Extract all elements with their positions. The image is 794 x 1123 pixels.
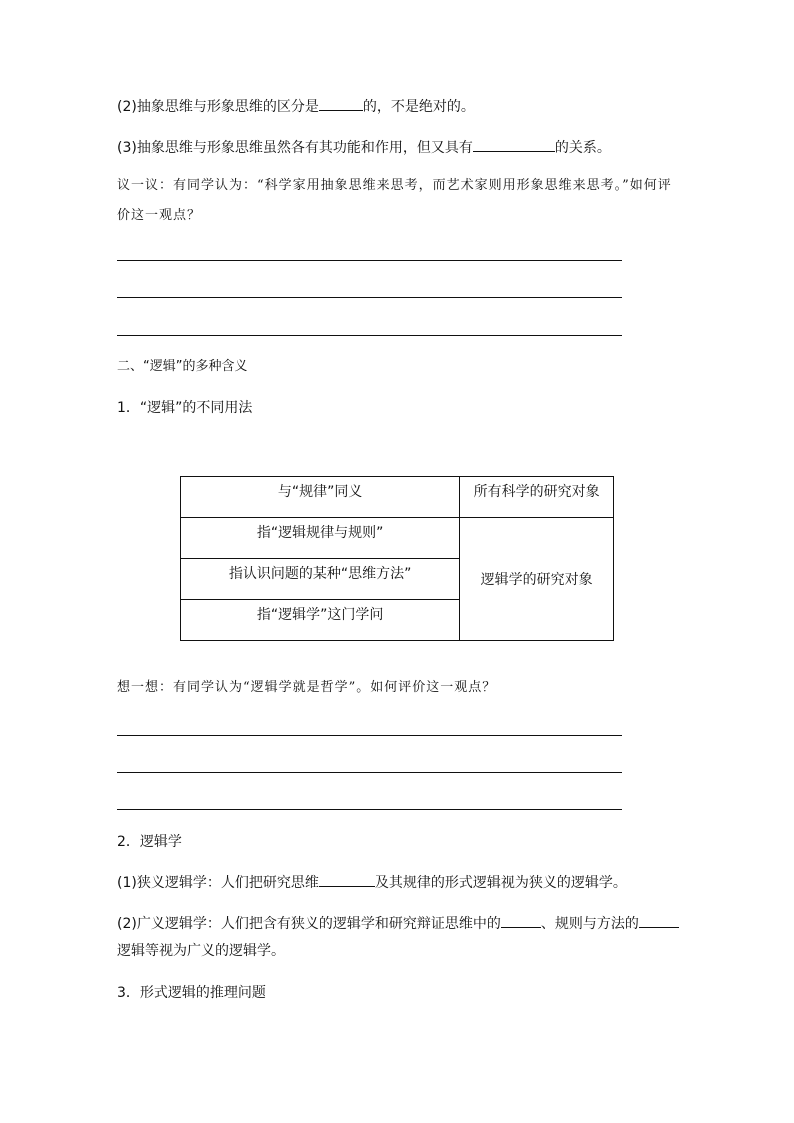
answer-line[interactable] bbox=[117, 809, 622, 810]
narrow-logic-text-after: 及其规律的形式逻辑视为狭义的逻辑学。 bbox=[374, 875, 627, 891]
broad-logic-item-continued: 逻辑等视为广义的逻辑学。 bbox=[117, 943, 285, 959]
table-cell bbox=[181, 600, 460, 641]
question-3-text-after: 的关系。 bbox=[554, 140, 611, 156]
question-2 bbox=[117, 96, 475, 117]
answer-blank[interactable] bbox=[501, 913, 541, 928]
thinking-prompt: 想一想：有同学认为“逻辑学就是哲学”。如何评价这一观点？ bbox=[117, 680, 497, 695]
narrow-logic-text-before: (1)狭义逻辑学：人们把研究思维 bbox=[117, 875, 319, 891]
table-cell bbox=[181, 559, 460, 600]
subsection-heading: 1．“逻辑”的不同用法 bbox=[117, 400, 253, 416]
table-cell bbox=[460, 518, 614, 641]
table-cell bbox=[460, 477, 614, 518]
question-3 bbox=[117, 137, 611, 158]
question-3-text-before: (3)抽象思维与形象思维虽然各有其功能和作用，但又具有 bbox=[117, 140, 473, 156]
broad-logic-text-before: (2)广义逻辑学：人们把含有狭义的逻辑学和研究辩证思维中的 bbox=[117, 916, 501, 932]
object-cell-label: 所有科学的研究对象 bbox=[473, 484, 600, 500]
section-heading: 二、“逻辑”的多种含义 bbox=[117, 359, 248, 374]
usage-cell-label: 指认识问题的某种“思维方法” bbox=[228, 566, 412, 582]
answer-blank[interactable] bbox=[319, 872, 375, 887]
subsection-heading: 2．逻辑学 bbox=[117, 834, 182, 850]
usage-cell-label: 指“逻辑学”这门学问 bbox=[256, 607, 384, 623]
table-cell bbox=[181, 518, 460, 559]
usage-cell-label: 指“逻辑规律与规则” bbox=[256, 525, 384, 541]
answer-blank[interactable] bbox=[639, 913, 679, 928]
subsection-heading: 3．形式逻辑的推理问题 bbox=[117, 985, 266, 1001]
answer-line[interactable] bbox=[117, 735, 622, 736]
narrow-logic-item bbox=[117, 872, 627, 893]
answer-line[interactable] bbox=[117, 335, 622, 336]
broad-logic-item bbox=[117, 913, 679, 934]
answer-blank[interactable] bbox=[319, 96, 363, 111]
answer-line[interactable] bbox=[117, 297, 622, 298]
logic-usage-table bbox=[180, 476, 614, 641]
broad-logic-text-middle: 、规则与方法的 bbox=[540, 916, 639, 932]
answer-line[interactable] bbox=[117, 260, 622, 261]
table-cell bbox=[181, 477, 460, 518]
usage-cell-label: 与“规律”同义 bbox=[277, 484, 363, 500]
answer-line[interactable] bbox=[117, 772, 622, 773]
question-2-text-after: 的，不是绝对的。 bbox=[362, 99, 475, 115]
table-row bbox=[181, 477, 614, 518]
discussion-prompt: 议一议：有同学认为：“科学家用抽象思维来思考，而艺术家则用形象思维来思考。”如何评价这一观点？ bbox=[117, 178, 672, 223]
answer-blank[interactable] bbox=[473, 137, 555, 152]
question-2-text-before: (2)抽象思维与形象思维的区分是 bbox=[117, 99, 319, 115]
table-row bbox=[181, 518, 614, 559]
object-cell-label: 逻辑学的研究对象 bbox=[480, 572, 593, 588]
